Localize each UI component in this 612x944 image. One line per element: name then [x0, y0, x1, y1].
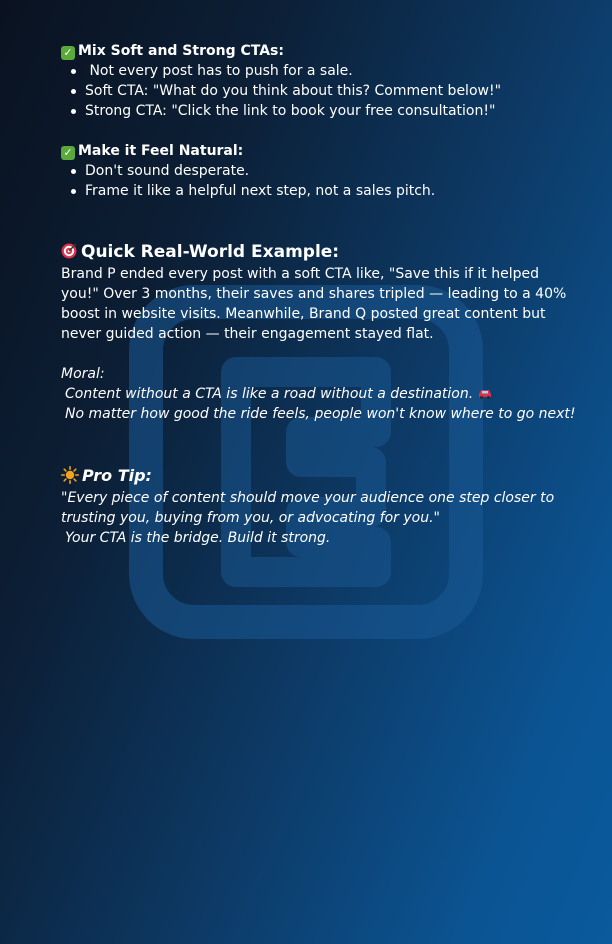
cta-mix-list: [61, 61, 581, 121]
moral-block: [61, 364, 581, 424]
list-item: Soft CTA: "What do you think about this? Comment below!": [71, 81, 581, 101]
list-item: Not every post has to push for a sale.: [71, 61, 581, 81]
list-item: Frame it like a helpful next step, not a sales pitch.: [71, 181, 581, 201]
list-item: Strong CTA: "Click the link to book your free consultation!": [71, 101, 581, 121]
list-item: Don't sound desperate.: [71, 161, 581, 181]
main-content: [61, 41, 581, 548]
moral-line-1: Content without a CTA is like a road without a destination.: [61, 384, 581, 404]
sun-icon: [61, 466, 79, 484]
example-body: Brand P ended every post with a soft CTA like, "Save this if it helped you!" Over 3 months, their saves and shares tripled — leading to a 40% boost in website visits. Meanwhile, Brand Q posted great content but never guided action — their engagement stayed flat.: [61, 266, 567, 342]
natural-list: [61, 161, 581, 201]
example-heading: Quick Real-World Example:: [61, 240, 581, 264]
pro-tip-quote: "Every piece of content should move your audience one step closer to trusting you, buying from you, or advocating for you.": [61, 490, 555, 526]
natural-heading: ✓ Make it Feel Natural:: [61, 141, 581, 161]
section-cta-mix: [61, 41, 581, 121]
section-natural: [61, 141, 581, 201]
pro-tip-closing: Your CTA is the bridge. Build it strong.: [65, 530, 331, 546]
car-icon: [477, 388, 493, 399]
cta-mix-heading: ✓ Mix Soft and Strong CTAs:: [61, 41, 581, 61]
target-icon: [61, 243, 77, 259]
check-mark-icon: ✓: [61, 46, 75, 60]
check-mark-icon: ✓: [61, 146, 75, 160]
pro-tip-heading: Pro Tip:: [61, 464, 581, 488]
moral-line-2: No matter how good the ride feels, people won't know where to go next!: [65, 406, 576, 422]
moral-label: Moral:: [61, 366, 105, 382]
